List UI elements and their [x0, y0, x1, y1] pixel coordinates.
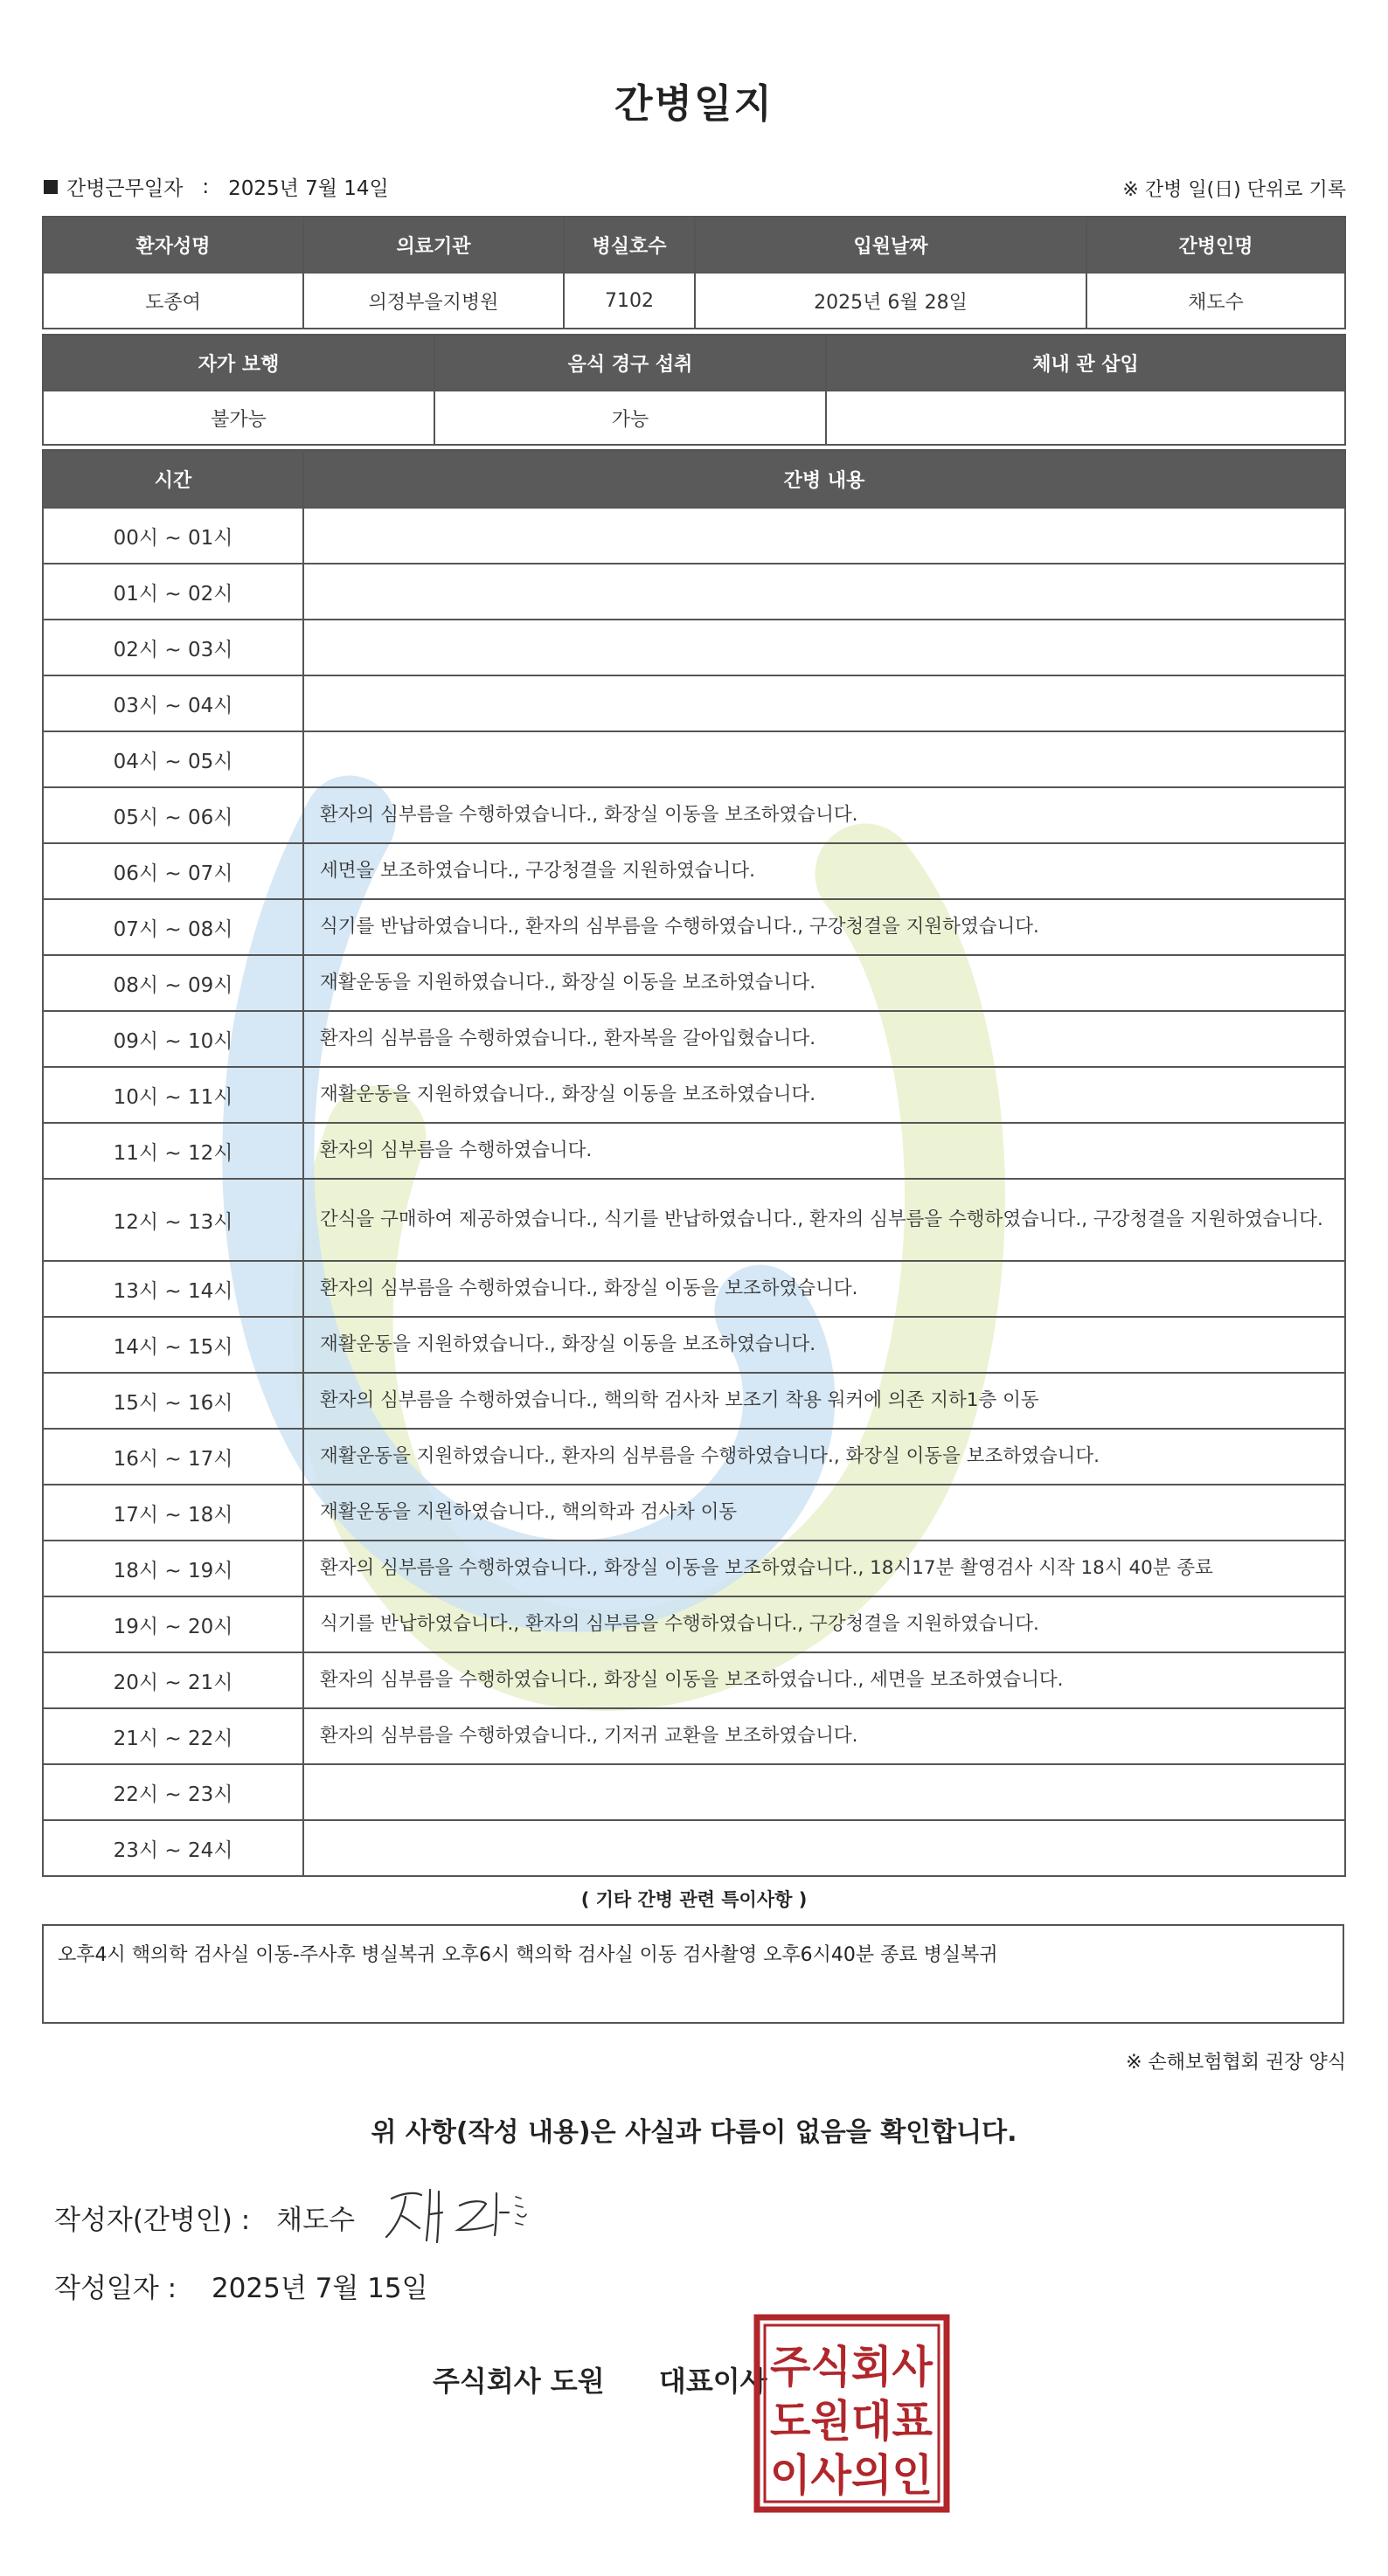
- log-content: 재활운동을 지원하였습니다., 화장실 이동을 보조하였습니다.: [303, 955, 1345, 1011]
- log-time: 19시 ~ 20시: [43, 1596, 303, 1652]
- page-title: 간병일지: [614, 80, 774, 127]
- hospital-name: 의정부을지병원: [303, 273, 564, 329]
- writer-name: 채도수: [276, 2205, 356, 2236]
- log-content: [303, 1820, 1345, 1876]
- log-time: 04시 ~ 05시: [43, 731, 303, 787]
- log-time: 09시 ~ 10시: [43, 1011, 303, 1067]
- write-date-line: [54, 2266, 428, 2305]
- other-notes-box: [42, 1924, 1344, 2024]
- log-time: 08시 ~ 09시: [43, 955, 303, 1011]
- log-content: 재활운동을 지원하였습니다., 화장실 이동을 보조하였습니다.: [303, 1067, 1345, 1123]
- log-time: 10시 ~ 11시: [43, 1067, 303, 1123]
- log-content: 재활운동을 지원하였습니다., 화장실 이동을 보조하였습니다.: [303, 1317, 1345, 1373]
- log-content: 재활운동을 지원하였습니다., 핵의학과 검사차 이동: [303, 1485, 1345, 1541]
- write-date-label: 작성일자 :: [54, 2273, 177, 2304]
- status-table: [42, 334, 1346, 446]
- write-date-value: 2025년 7월 15일: [211, 2273, 428, 2304]
- status-header: 체내 관 삽입: [826, 335, 1345, 391]
- work-date-value: 2025년 7월 14일: [228, 177, 389, 200]
- status-header: 자가 보행: [43, 335, 434, 391]
- log-time: 01시 ~ 02시: [43, 564, 303, 620]
- log-time: 03시 ~ 04시: [43, 675, 303, 731]
- log-content: 식기를 반납하였습니다., 환자의 심부름을 수행하였습니다., 구강청결을 지원하였습니다.: [303, 899, 1345, 955]
- log-time: 14시 ~ 15시: [43, 1317, 303, 1373]
- log-time: 13시 ~ 14시: [43, 1261, 303, 1317]
- company-line: [433, 2359, 767, 2399]
- log-content: 세면을 보조하였습니다., 구강청결을 지원하였습니다.: [303, 843, 1345, 899]
- log-content: [303, 731, 1345, 787]
- log-time: 18시 ~ 19시: [43, 1541, 303, 1596]
- other-notes-text: 오후4시 핵의학 검사실 이동-주사후 병실복귀 오후6시 핵의학 검사실 이동 검사촬영 오후6시40분 종료 병실복귀: [58, 1944, 998, 1966]
- log-content: 간식을 구매하여 제공하였습니다., 식기를 반납하였습니다., 환자의 심부름을 수행하였습니다., 구강청결을 지원하였습니다.: [303, 1179, 1345, 1261]
- info-header: 간병인명: [1086, 217, 1345, 273]
- log-content: [303, 620, 1345, 675]
- work-date-separator: :: [202, 175, 210, 198]
- log-time: 22시 ~ 23시: [43, 1764, 303, 1820]
- log-time: 17시 ~ 18시: [43, 1485, 303, 1541]
- log-time: 06시 ~ 07시: [43, 843, 303, 899]
- log-content: 환자의 심부름을 수행하였습니다., 핵의학 검사차 보조기 착용 워커에 의존 지하1층 이동: [303, 1373, 1345, 1429]
- log-time: 11시 ~ 12시: [43, 1123, 303, 1179]
- company-name: 주식회사 도원: [433, 2365, 605, 2398]
- work-date: [44, 172, 389, 201]
- admission-date: 2025년 6월 28일: [695, 273, 1086, 329]
- caregiver-name: 채도수: [1086, 273, 1345, 329]
- log-header-content: 간병 내용: [303, 450, 1345, 508]
- self-walking-value: 불가능: [43, 391, 434, 445]
- seal-text-line: 이사의인: [770, 2450, 933, 2501]
- log-header-time: 시간: [43, 450, 303, 508]
- log-time: 23시 ~ 24시: [43, 1820, 303, 1876]
- log-content: 환자의 심부름을 수행하였습니다., 기저귀 교환을 보조하였습니다.: [303, 1708, 1345, 1764]
- seal-text-line: 주식회사: [770, 2342, 933, 2392]
- log-time: 12시 ~ 13시: [43, 1179, 303, 1261]
- log-time: 21시 ~ 22시: [43, 1708, 303, 1764]
- log-content: 환자의 심부름을 수행하였습니다., 환자복을 갈아입혔습니다.: [303, 1011, 1345, 1067]
- log-content: [303, 675, 1345, 731]
- log-time: 20시 ~ 21시: [43, 1652, 303, 1708]
- info-header: 입원날짜: [695, 217, 1086, 273]
- seal-text-line: 도원대표: [770, 2396, 933, 2447]
- handwritten-signature: [376, 2179, 551, 2249]
- oral-intake-value: 가능: [434, 391, 826, 445]
- log-time: 00시 ~ 01시: [43, 508, 303, 564]
- writer-label: 작성자(간병인) :: [54, 2205, 251, 2236]
- log-content: 환자의 심부름을 수행하였습니다.: [303, 1123, 1345, 1179]
- company-role: 대표이사: [658, 2365, 767, 2398]
- log-time: 07시 ~ 08시: [43, 899, 303, 955]
- log-content: 재활운동을 지원하였습니다., 환자의 심부름을 수행하였습니다., 화장실 이동을 보조하였습니다.: [303, 1429, 1345, 1485]
- log-content: 환자의 심부름을 수행하였습니다., 화장실 이동을 보조하였습니다., 세면을 보조하였습니다.: [303, 1652, 1345, 1708]
- confirmation-statement: 위 사항(작성 내용)은 사실과 다름이 없음을 확인합니다.: [371, 2117, 1017, 2148]
- log-content: 식기를 반납하였습니다., 환자의 심부름을 수행하였습니다., 구강청결을 지원하였습니다.: [303, 1596, 1345, 1652]
- log-content: 환자의 심부름을 수행하였습니다., 화장실 이동을 보조하였습니다.: [303, 787, 1345, 843]
- work-date-label: 간병근무일자: [66, 177, 184, 200]
- form-note: ※ 손해보험협회 권장 양식: [1126, 2052, 1346, 2074]
- log-time: 15시 ~ 16시: [43, 1373, 303, 1429]
- company-seal: [753, 2314, 950, 2513]
- other-notes-title: ( 기타 간병 관련 특이사항 ): [580, 1889, 808, 1910]
- log-content: 환자의 심부름을 수행하였습니다., 화장실 이동을 보조하였습니다.: [303, 1261, 1345, 1317]
- log-time: 05시 ~ 06시: [43, 787, 303, 843]
- tube-insertion-value: [826, 391, 1345, 445]
- log-content: 환자의 심부름을 수행하였습니다., 화장실 이동을 보조하였습니다., 18시17분 촬영검사 시작 18시 40분 종료: [303, 1541, 1345, 1596]
- info-header: 환자성명: [43, 217, 303, 273]
- log-content: [303, 508, 1345, 564]
- log-time: 16시 ~ 17시: [43, 1429, 303, 1485]
- room-number: 7102: [564, 273, 695, 329]
- log-content: [303, 564, 1345, 620]
- status-header: 음식 경구 섭취: [434, 335, 826, 391]
- care-log-table: [42, 449, 1346, 1877]
- patient-info-table: [42, 216, 1346, 329]
- info-header: 의료기관: [303, 217, 564, 273]
- info-header: 병실호수: [564, 217, 695, 273]
- writer-line: [54, 2198, 355, 2237]
- log-time: 02시 ~ 03시: [43, 620, 303, 675]
- bullet-square-icon: [44, 180, 58, 194]
- unit-note: ※ 간병 일(日) 단위로 기록: [1122, 179, 1346, 201]
- patient-name: 도종여: [43, 273, 303, 329]
- log-content: [303, 1764, 1345, 1820]
